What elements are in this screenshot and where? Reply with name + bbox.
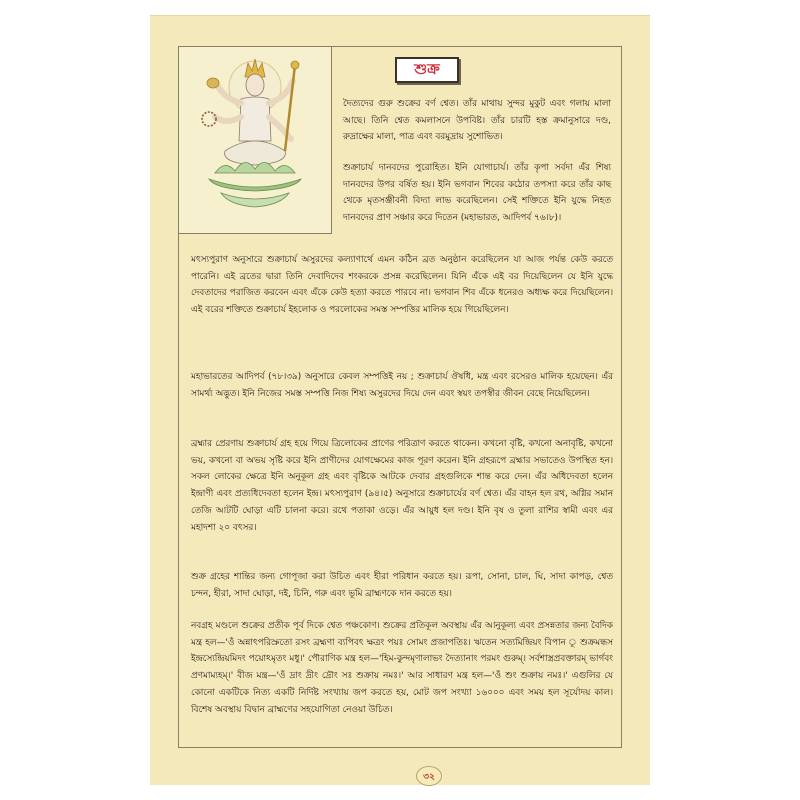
deity-figure-icon xyxy=(185,55,325,225)
paragraph-3: মৎস্যপুরাণ অনুসারে শুক্রাচার্য অসুরদের কল্যাণার্থে এমন কঠিন ব্রত অনুষ্ঠান করেছিলেন যা আজ পর্যন্ত কেউ করতে পারেনি। এই ব্রতের দ্বারা তিনি দেবাদিদেব শংকরকে প্রসন্ন করেছিলেন। যিনি এঁকে এই বর দিয়েছিলেন যে ইনি যুদ্ধে দেবতাদের পরাজিত করবেন এবং এঁকে কেউ হত্যা করতে পারবে না। ভগবান শিব এঁকে ধনেরও অধ্যক্ষ করে দিয়েছিলেন। এই বরের শক্তিতে শুক্রাচার্য ইহলোক ও পরলোকের সমস্ত সম্পত্তির মালিক হয়ে গিয়েছিলেন। xyxy=(191,255,613,316)
book-page xyxy=(150,15,650,785)
shukra-illustration xyxy=(179,47,332,234)
paragraph-5: ব্রহ্মার প্রেরণায় শুক্রাচার্য গ্রহ হয়ে গিয়ে ত্রিলোকের প্রাণের পরিত্রাণ করতে থাকেন। কখনো বৃষ্টি, কখনো অনাবৃষ্টি, কখনো ভয়, কখনো বা অভয় সৃষ্টি করে ইনি প্রাণীদের যোগক্ষেমের কাজ পূরণ করেন। ইনি গ্রহরূপে ব্রহ্মার সভাতেও উপস্থিত হন। সকল লোকের ক্ষেত্রে ইনি অনুকূল গ্রহ এবং বৃষ্টিকে আটকে দেবার গ্রহগুলিকে শান্ত করে দেন। এঁর অধিদেবতা হলেন ইন্দ্রাণী এবং প্রত্যধিদেবতা হলেন ইন্দ্র। মৎস্যপুরাণ (৯৪।৫) অনুসারে শুক্রাচার্যের বর্ণ শ্বেত। এঁর বাহন হল রথ, অগ্নির সমান তেজি আটটি ঘোড়া এটি চালনা করে। রথে পতাকা ওড়ে। এঁর আয়ুধ হল দণ্ড। ইনি বৃষ ও তুলা রাশির স্বামী এবং এর মহাদশা ২০ বৎসর। xyxy=(191,439,613,533)
paragraph-2: শুক্রাচার্য দানবদের পুরোহিত। ইনি যোগাচার্য। তাঁর কৃপা সর্বদা এঁর শিষ্য দানবদের উপর বর্ষিত হয়। ইনি ভগবান শিবের কঠোর তপস্যা করে তাঁর কাছ থেকে মৃতসঞ্জীবনী বিদ্যা লাভ করেছিলেন। সেই শক্তিতে ইনি যুদ্ধে নিহত দানবদের প্রাণ সঞ্চার করে দিতেন (মহাভারত, আদিপর্ব ৭৬।৮)। xyxy=(343,163,611,224)
paragraph-1: দৈত্যদের গুরু শুক্রের বর্ণ শ্বেত। তাঁর মাথায় সুন্দর মুকুট এবং গলায় মালা আছে। তিনি শ্বেত কমলাসনে উপবিষ্ট। তাঁর চারটি হস্ত ক্রমানুসারে দণ্ড, রুদ্রাক্ষের মালা, পাত্র এবং বরমুদ্রায় সুশোভিত। xyxy=(343,99,611,143)
paragraph-7: নবগ্রহ মণ্ডলে শুক্রের প্রতীক পূর্ব দিকে শ্বেত পঞ্চকোণ। শুক্রের প্রতিকূল অবস্থায় এঁর আনুকূল্য এবং প্রসন্নতার জন্য বৈদিক মন্ত্র হল—'ওঁ অন্নাৎপরিস্রুতো রসং ব্রহ্মণা ব্যপিবৎ ক্ষত্রং পয়ঃ সোমং প্রজাপতিঃ। ঋতেন সত্যমিন্দ্রিয়ং বিপান ূ শুক্রমন্ধস ইন্দ্রস্যেন্দ্রিয়মিদং পয়োঽমৃতং মধু।' পৌরাণিক মন্ত্র হল—'হিম-কুন্দমৃণালাভং দৈত্যানাং পরমং গুরুম্। সর্বশাস্ত্রপ্রবক্তারম্ ভার্গবং প্রণমাম্যহম্।' বীজ মন্ত্র—'ওঁ দ্রাং দ্রীং দ্রৌং সঃ শুক্রায় নমঃ।' আর সাধারণ মন্ত্র হল—'ওঁ শুং শুক্রায় নমঃ।' এগুলির যে কোনো একটিকে নিত্য একটি নির্দিষ্ট সংখ্যায় জপ করতে হয়, মোট জপ সংখ্যা ১৬০০০ এবং সময় হল সূর্যোদয় কাল। বিশেষ অবস্থায় বিদ্বান ব্রাহ্মণের সহযোগিতা নেওয়া উচিত। xyxy=(191,621,613,715)
paragraph-4: মহাভারতের আদিপর্ব (৭৮।৩৯) অনুসারে কেবল সম্পত্তিই নয় ; শুক্রাচার্য ঔষধি, মন্ত্র এবং রসেরও মালিক হয়েছেন। এঁর সামর্থ্য অদ্ভুত। ইনি নিজের সমস্ত সম্পত্তি নিজ শিষ্য অসুরদের দিয়ে দেন এবং স্বয়ং তপস্বীর জীবন বেছে নিয়েছিলেন। xyxy=(191,372,613,399)
chapter-title: শুক্র xyxy=(395,57,459,83)
page-number: ৩২ xyxy=(416,766,442,786)
paragraph-6: শুক্র গ্রহের শান্তির জন্য গোপূজা করা উচিত এবং হীরা পরিধান করতে হয়। রূপা, সোনা, চাল, ঘি, সাদা কাপড়, শ্বেত চন্দন, হীরা, সাদা ঘোড়া, দই, চিনি, গরু এবং ভূমি ব্রাহ্মণকে দান করতে হয়। xyxy=(191,572,613,599)
page-frame xyxy=(178,46,622,782)
